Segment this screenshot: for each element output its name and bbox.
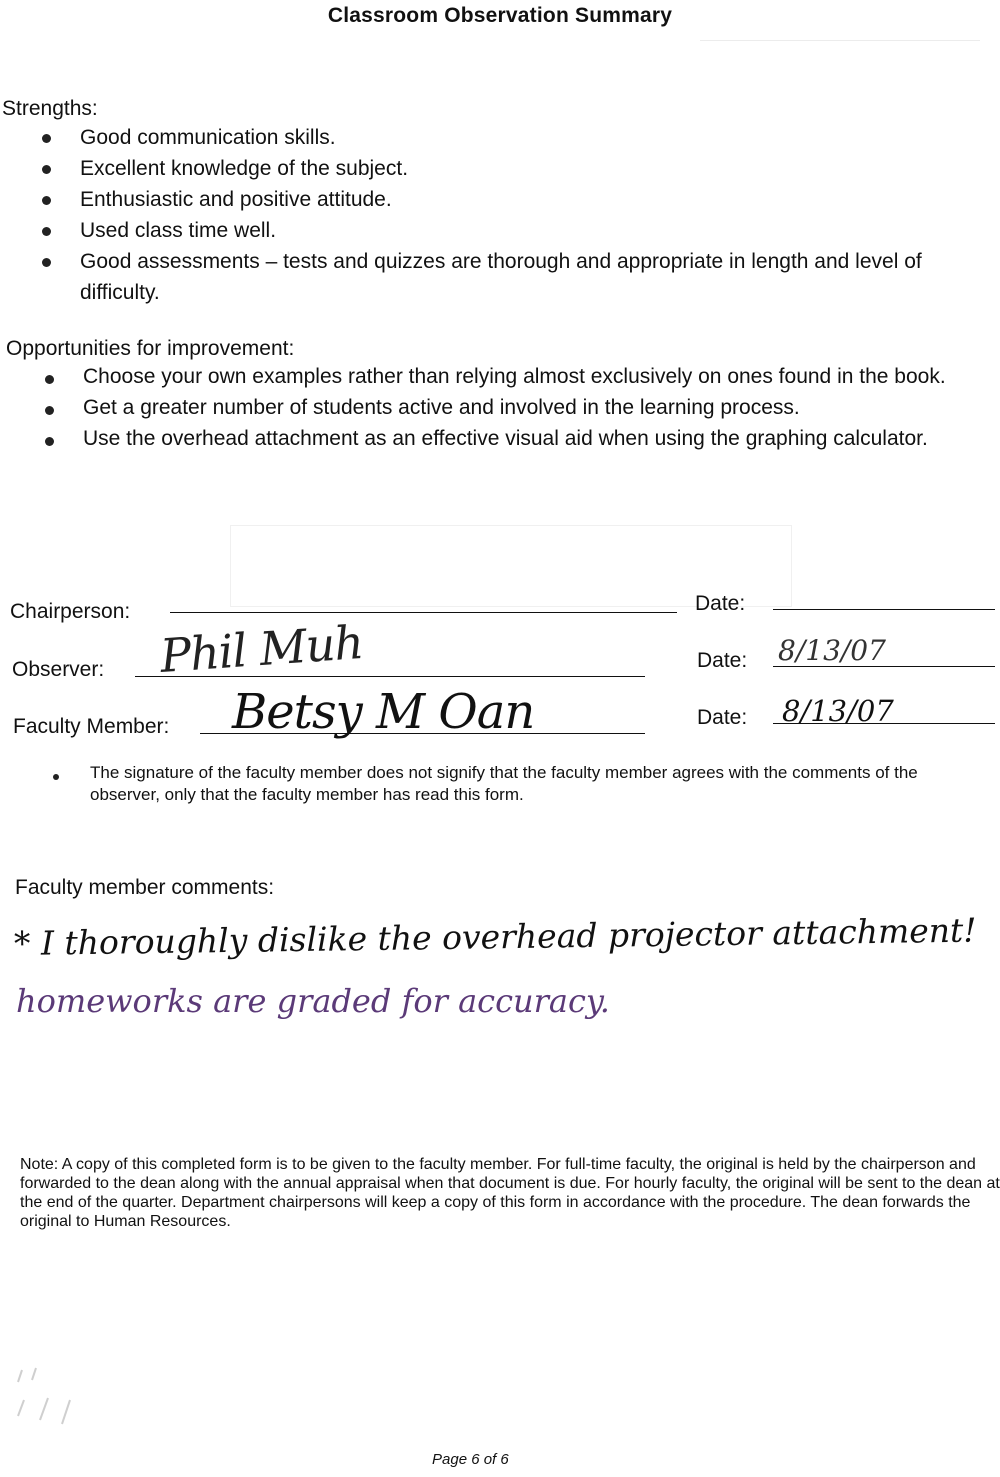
- improvement-heading: Opportunities for improvement:: [6, 337, 295, 360]
- list-item: Get a greater number of students active and involved in the learning process.: [83, 392, 993, 423]
- list-item: Good assessments – tests and quizzes are thorough and appropriate in length and level of difficulty.: [80, 246, 970, 308]
- page-number: Page 6 of 6: [432, 1451, 509, 1468]
- chairperson-signature-line: [170, 612, 677, 613]
- bullet-icon: [42, 258, 51, 267]
- comment-line-2: homeworks are graded for accuracy.: [16, 982, 610, 1020]
- disclaimer: [90, 762, 970, 806]
- chairperson-label: Chairperson:: [10, 600, 131, 623]
- bullet-icon: [42, 227, 51, 236]
- strengths-heading: Strengths:: [2, 97, 98, 120]
- bullet-icon: [45, 437, 54, 446]
- footer-note: Note: A copy of this completed form is to be given to the faculty member. For full-time faculty, the original is held by the chairperson and forwarded to the dean along with the annual appraisal when that document is due. For hourly faculty, the original will be sent to the dean at the end of the quarter. Department chairpersons will keep a copy of this form in accordance with the procedure. The dean forwards the original to Human Resources.: [20, 1156, 1000, 1230]
- bullet-icon: [42, 165, 51, 174]
- list-item: Excellent knowledge of the subject.: [80, 153, 980, 184]
- bullet-icon: [42, 134, 51, 143]
- bullet-icon: [45, 406, 54, 415]
- observer-date-label: Date:: [697, 649, 748, 672]
- faculty-signature: Betsy M Oan: [232, 684, 535, 740]
- faculty-label: Faculty Member:: [13, 715, 170, 738]
- list-item: Choose your own examples rather than relying almost exclusively on ones found in the book.: [83, 361, 988, 392]
- bullet-icon: [45, 375, 54, 384]
- bleed-through: [700, 40, 980, 61]
- list-item: Use the overhead attachment as an effective visual aid when using the graphing calculator.: [83, 423, 988, 454]
- faculty-date: 8/13/07: [782, 694, 894, 728]
- improvement-list: [83, 361, 993, 454]
- bullet-icon: [42, 196, 51, 205]
- list-item: Good communication skills.: [80, 122, 980, 153]
- observer-label: Observer:: [12, 658, 105, 681]
- observer-signature: Phil Muh: [158, 614, 365, 684]
- bullet-icon: [53, 774, 59, 780]
- chairperson-date-label: Date:: [695, 592, 746, 615]
- strengths-list: [80, 122, 980, 308]
- disclaimer-text: The signature of the faculty member does not signify that the faculty member agrees with the comments of the observer, only that the faculty member has read this form.: [90, 763, 918, 804]
- observer-date: 8/13/07: [778, 634, 886, 667]
- page-title: Classroom Observation Summary: [327, 4, 673, 27]
- comment-line-1: * I thoroughly dislike the overhead projector attachment!: [13, 910, 977, 963]
- faint-marks: [10, 1360, 90, 1440]
- chairperson-date-line: [773, 609, 995, 610]
- faculty-date-label: Date:: [697, 706, 748, 729]
- comments-heading: Faculty member comments:: [15, 876, 275, 899]
- list-item: Enthusiastic and positive attitude.: [80, 184, 980, 215]
- list-item: Used class time well.: [80, 215, 980, 246]
